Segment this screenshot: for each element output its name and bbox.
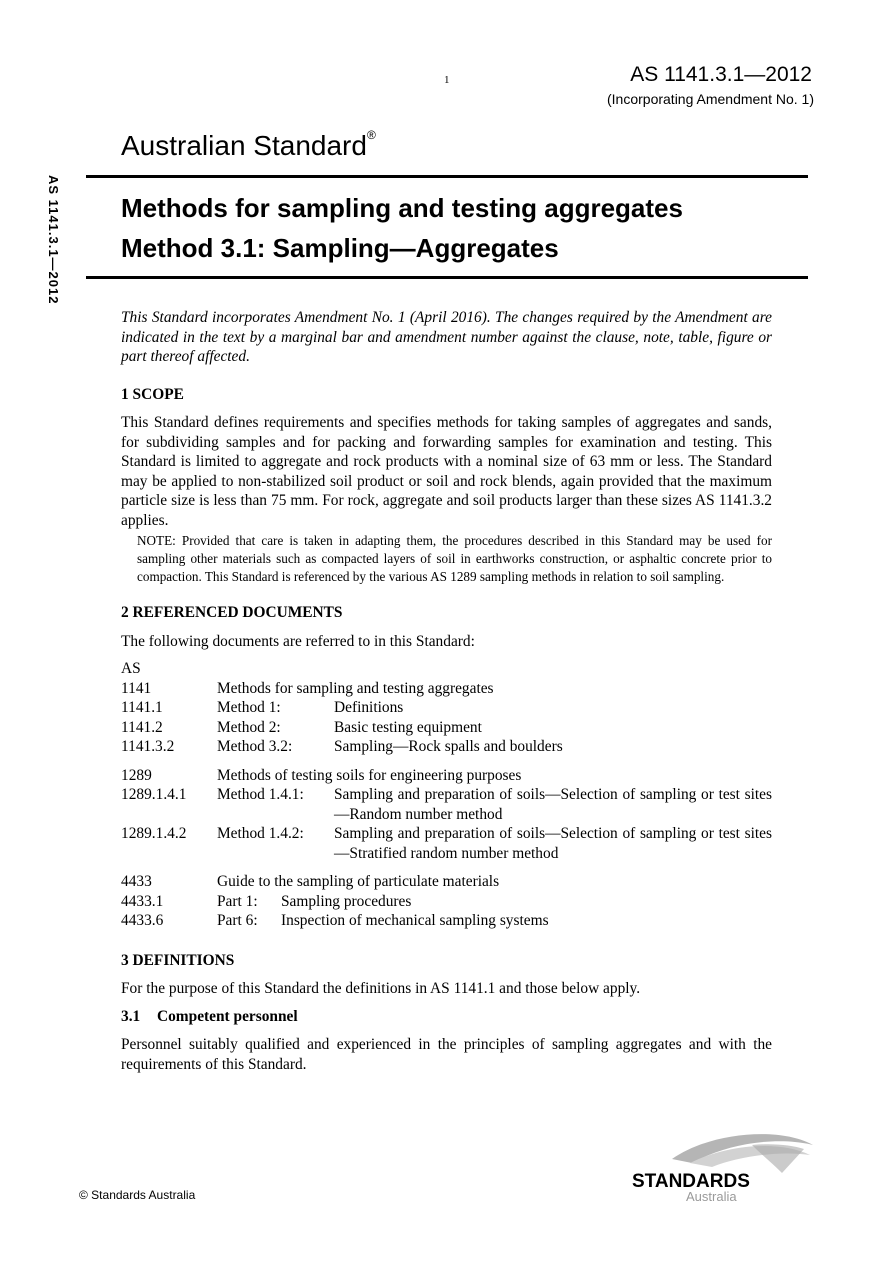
series-label: AS [121, 660, 141, 677]
copyright-notice: © Standards Australia [79, 1188, 196, 1202]
document-body [121, 308, 772, 1076]
subsection-title: Competent personnel [157, 1007, 298, 1025]
reference-row [121, 679, 772, 699]
reference-title: Sampling procedures [281, 892, 412, 910]
reference-row [121, 737, 772, 757]
page-number: 1 [444, 74, 450, 86]
reference-number: 1141.3.2 [121, 738, 175, 755]
reference-group-1289 [121, 766, 772, 864]
document-subtitle: Method 3.1: Sampling—Aggregates [121, 233, 559, 263]
reference-row [121, 824, 772, 863]
reference-method: Method 3.2: [217, 738, 293, 755]
referenced-lead: The following documents are referred to in this Standard: [121, 632, 475, 650]
reference-title: Basic testing equipment [334, 718, 482, 736]
reference-row [121, 872, 772, 892]
amendment-intro: This Standard incorporates Amendment No. 1 (April 2016). The changes required by the Amendment are indicated in the text by a marginal bar and amendment number against the clause, note, table, figure or part thereof affected. [121, 309, 772, 365]
reference-row [121, 785, 772, 824]
brand-title [121, 127, 376, 162]
subsection-number: 3.1 [121, 1007, 141, 1025]
reference-number: 1289 [121, 766, 152, 784]
reference-number: 4433.6 [121, 912, 164, 929]
definition-paragraph: Personnel suitably qualified and experienced in the principles of sampling aggregates and with the requirements of this Standard. [121, 1036, 772, 1073]
amendment-note: (Incorporating Amendment No. 1) [607, 91, 814, 107]
title-rule-top [86, 175, 808, 178]
standards-australia-logo [632, 1133, 814, 1203]
brand-name: Australian Standard [121, 130, 367, 161]
scope-paragraph: This Standard defines requirements and specifies methods for taking samples of aggregates and sands, for subdividing samples and for packing and forwarding samples for examination and testing. This Standard is limited to aggregate and rock products with a nominal size of 63 mm or less. The Standard may be applied to non-stabilized soil product or soil and rock blends, again provided that the maximum particle size is less than 75 mm. For rock, aggregate and soil products larger than these sizes AS 1141.3.2 applies. [121, 414, 772, 529]
reference-title: Guide to the sampling of particulate materials [217, 873, 500, 890]
reference-method: Method 2: [217, 718, 281, 736]
scope-note: NOTE: Provided that care is taken in adapting them, the procedures described in this Standard may be used for sampling other materials such as compacted layers of soil in earthworks construction, or asphaltic concrete prior to compaction. This Standard is referenced by the various AS 1289 sampling methods in relation to soil sampling. [137, 533, 772, 584]
reference-method: Method 1: [217, 699, 281, 716]
reference-row [121, 892, 772, 912]
logo-wordmark: STANDARDS [632, 1171, 750, 1192]
reference-title: Methods for sampling and testing aggregates [217, 679, 494, 697]
reference-number: 4433 [121, 873, 152, 890]
title-rule-bottom [86, 276, 808, 279]
reference-title: Methods of testing soils for engineering purposes [217, 766, 522, 784]
reference-method: Method 1.4.1: [217, 786, 304, 803]
logo-subtitle: Australia [686, 1189, 737, 1203]
reference-title: Sampling—Rock spalls and boulders [334, 738, 563, 755]
registered-mark: ® [366, 127, 376, 142]
reference-number: 4433.1 [121, 892, 164, 910]
reference-row [121, 698, 772, 718]
reference-title: Inspection of mechanical sampling systems [281, 912, 549, 929]
section-heading-referenced: 2 REFERENCED DOCUMENTS [121, 604, 343, 621]
reference-group-1141 [121, 679, 772, 757]
reference-group-4433 [121, 872, 772, 931]
definitions-lead: For the purpose of this Standard the definitions in AS 1141.1 and those below apply. [121, 980, 641, 997]
subsection-heading [121, 1007, 772, 1027]
reference-row [121, 911, 772, 931]
reference-number: 1141.1 [121, 699, 163, 716]
document-title: Methods for sampling and testing aggregates [121, 193, 683, 223]
reference-part: Part 1: [217, 892, 258, 910]
reference-part: Part 6: [217, 912, 258, 929]
reference-number: 1141.2 [121, 718, 163, 736]
spine-text: AS 1141.3.1—2012 [46, 175, 61, 305]
standard-id: AS 1141.3.1—2012 [630, 63, 812, 86]
reference-number: 1289.1.4.1 [121, 786, 187, 803]
reference-title: Definitions [334, 699, 404, 716]
section-heading-definitions: 3 DEFINITIONS [121, 951, 235, 969]
reference-title: Sampling and preparation of soils—Selection of sampling or test sites—Stratified random number method [334, 825, 772, 862]
reference-number: 1289.1.4.2 [121, 825, 187, 842]
spine-label [44, 175, 62, 304]
reference-row [121, 766, 772, 786]
section-heading-scope: 1 SCOPE [121, 385, 184, 403]
reference-method: Method 1.4.2: [217, 825, 304, 842]
reference-title: Sampling and preparation of soils—Selection of sampling or test sites—Random number method [334, 786, 772, 823]
reference-number: 1141 [121, 679, 152, 697]
reference-row [121, 718, 772, 738]
logo-swoosh-icon [632, 1133, 814, 1203]
